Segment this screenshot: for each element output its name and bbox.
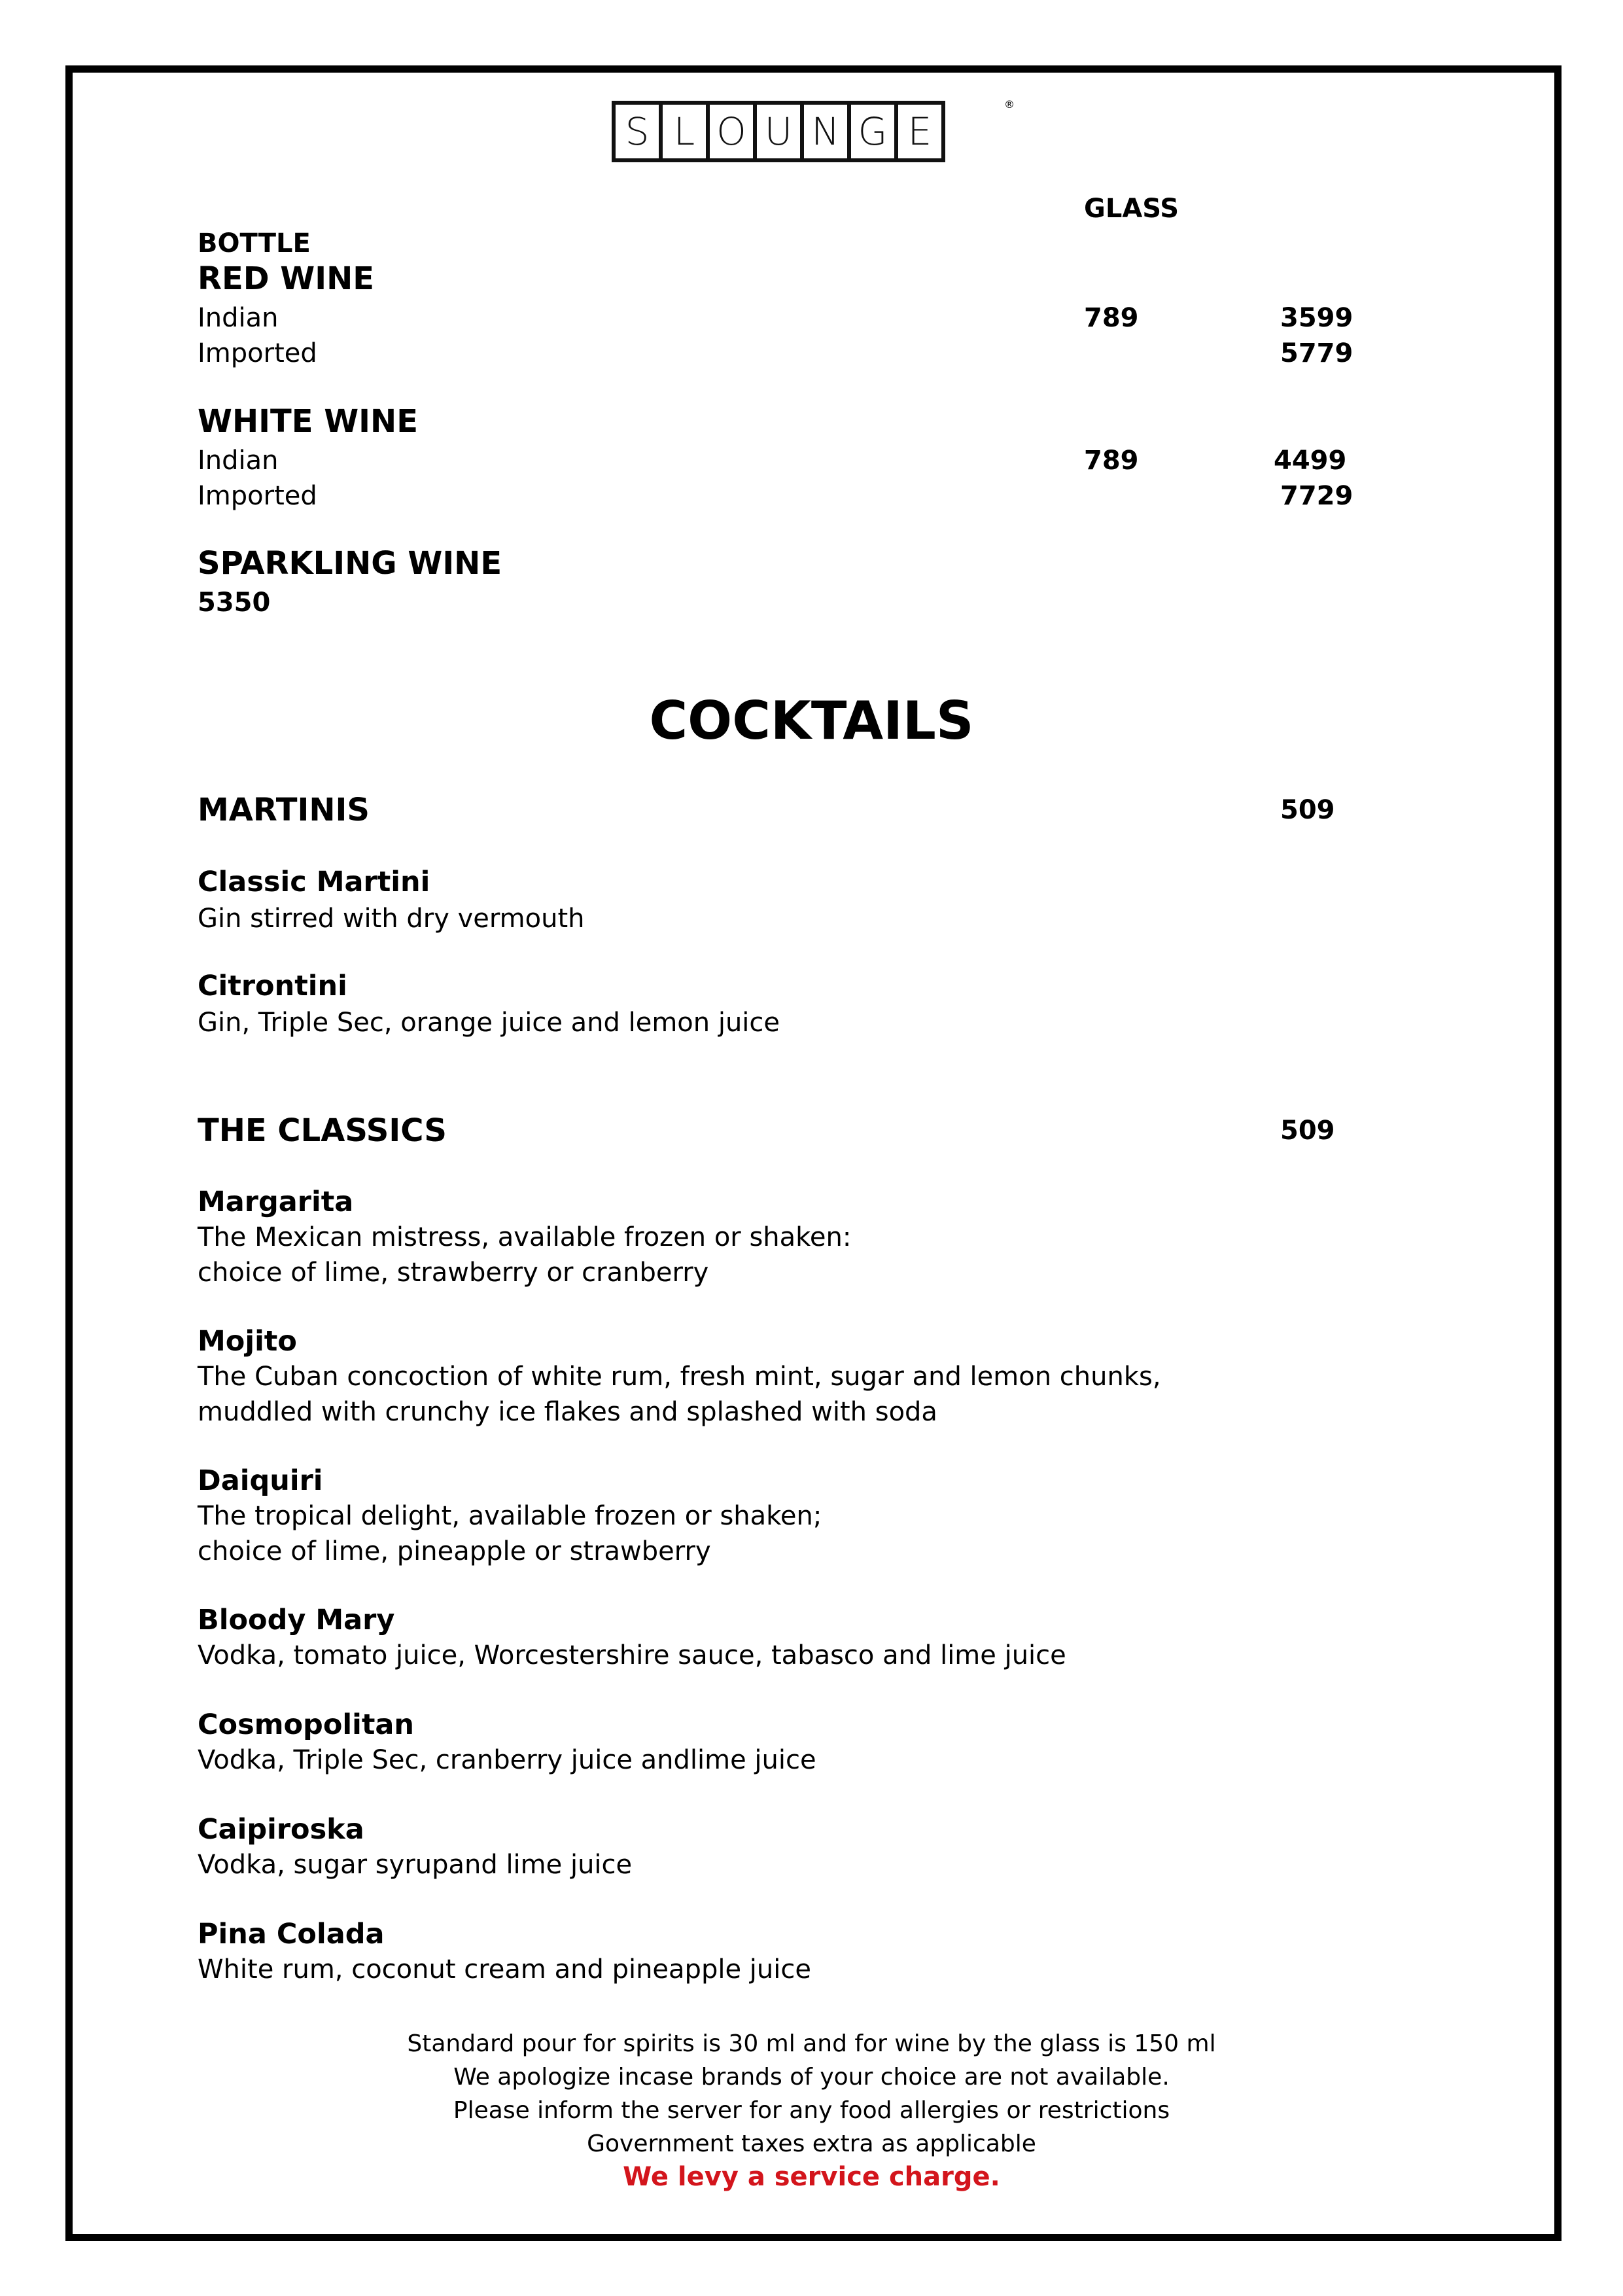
description-line: The Cuban concoction of white rum, fresh mint, sugar and lemon chunks, xyxy=(198,1362,1161,1392)
logo-letter: N xyxy=(800,101,851,162)
cocktail-name: Citrontini xyxy=(198,970,347,1002)
cocktail-name: Pina Colada xyxy=(198,1918,385,1951)
white-wine-title: WHITE WINE xyxy=(198,403,418,440)
footer-line: Government taxes extra as applicable xyxy=(587,2130,1036,2157)
logo-letter: E xyxy=(894,101,945,162)
footer-notes xyxy=(0,2027,1623,2194)
cocktails-title: COCKTAILS xyxy=(649,690,974,751)
red-wine-title: RED WINE xyxy=(198,260,375,297)
cocktail-description: Vodka, Triple Sec, cranberry juice andlime juice xyxy=(198,1745,816,1775)
cocktail-description: Gin stirred with dry vermouth xyxy=(198,904,585,934)
description-line: The tropical delight, available frozen or shaken; xyxy=(198,1501,822,1531)
service-charge-note: We levy a service charge. xyxy=(623,2162,1000,2192)
cocktail-name: Mojito xyxy=(198,1325,297,1358)
cocktail-name: Caipiroska xyxy=(198,1813,364,1846)
cocktail-description: White rum, coconut cream and pineapple juice xyxy=(198,1954,811,1985)
martinis-price: 509 xyxy=(1280,795,1335,825)
logo-letter: O xyxy=(706,101,757,162)
bottle-price: 3599 xyxy=(1280,303,1353,333)
cocktail-description xyxy=(198,1359,1161,1430)
wine-row-name: Imported xyxy=(198,338,317,368)
cocktail-name: Margarita xyxy=(198,1186,354,1218)
glass-price: 789 xyxy=(1084,446,1139,476)
bottle-price: 5779 xyxy=(1280,338,1353,368)
cocktail-name: Cosmopolitan xyxy=(198,1708,415,1741)
description-line: choice of lime, pineapple or strawberry xyxy=(198,1536,711,1566)
cocktail-name: Bloody Mary xyxy=(198,1604,395,1636)
bottle-price: 4499 xyxy=(1274,446,1347,476)
bottle-header: BOTTLE xyxy=(198,228,311,258)
cocktail-description: Vodka, sugar syrupand lime juice xyxy=(198,1850,633,1880)
wine-row-name: Indian xyxy=(198,446,279,476)
description-line: The Mexican mistress, available frozen or shaken: xyxy=(198,1222,852,1252)
glass-price: 789 xyxy=(1084,303,1139,333)
logo-letter: S xyxy=(612,101,663,162)
wine-row-name: Imported xyxy=(198,481,317,511)
description-line: choice of lime, strawberry or cranberry xyxy=(198,1258,709,1288)
classics-price: 509 xyxy=(1280,1116,1335,1146)
cocktail-name: Daiquiri xyxy=(198,1464,323,1497)
description-line: muddled with crunchy ice flakes and splashed with soda xyxy=(198,1397,937,1427)
cocktail-name: Classic Martini xyxy=(198,866,430,898)
classics-title: THE CLASSICS xyxy=(198,1112,447,1149)
footer-line: We apologize incase brands of your choice are not available. xyxy=(453,2064,1170,2091)
cocktail-description: Gin, Triple Sec, orange juice and lemon juice xyxy=(198,1008,780,1038)
sparkling-price: 5350 xyxy=(198,588,271,618)
logo-letter: L xyxy=(659,101,710,162)
martinis-title: MARTINIS xyxy=(198,792,370,828)
logo-letter: U xyxy=(753,101,804,162)
slounge-logo xyxy=(612,101,941,162)
logo-letter: G xyxy=(847,101,898,162)
glass-header: GLASS xyxy=(1084,194,1179,224)
cocktail-description: Vodka, tomato juice, Worcestershire sauce, tabasco and lime juice xyxy=(198,1640,1066,1670)
bottle-price: 7729 xyxy=(1280,481,1353,511)
sparkling-wine-title: SPARKLING WINE xyxy=(198,545,502,582)
cocktail-description xyxy=(198,1220,851,1290)
footer-line: Standard pour for spirits is 30 ml and for wine by the glass is 150 ml xyxy=(407,2030,1216,2057)
cocktail-description xyxy=(198,1498,822,1569)
wine-row-name: Indian xyxy=(198,303,279,333)
registered-mark: ® xyxy=(1004,98,1015,111)
footer-line: Please inform the server for any food allergies or restrictions xyxy=(453,2097,1170,2124)
menu-border xyxy=(65,65,1562,2241)
